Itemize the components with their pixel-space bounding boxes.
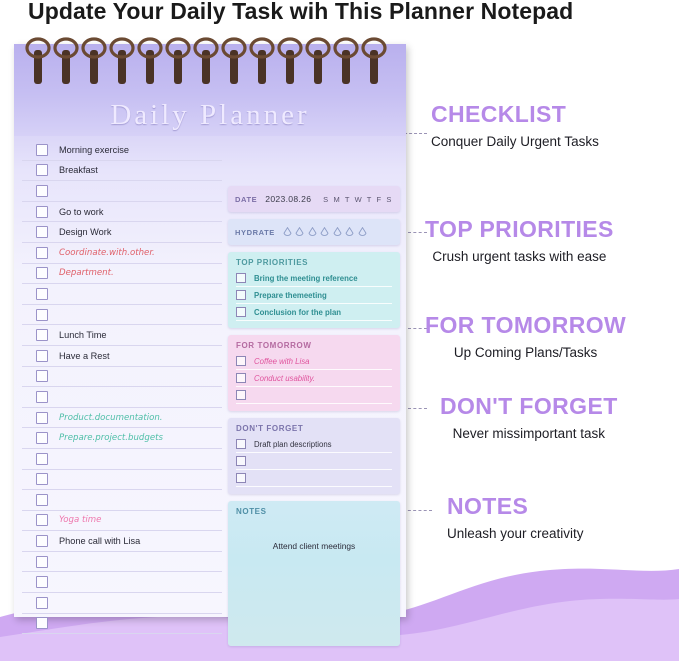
card-task-row[interactable] xyxy=(236,370,392,387)
notes-title: NOTES xyxy=(236,507,267,516)
for-tomorrow-card xyxy=(228,335,400,411)
card-task-row[interactable] xyxy=(236,470,392,487)
for-tomorrow-title: FOR TOMORROW xyxy=(236,341,312,350)
checkbox-icon[interactable] xyxy=(36,309,48,321)
checklist-row[interactable] xyxy=(22,140,222,161)
hydrate-card xyxy=(228,219,400,245)
card-task-row[interactable] xyxy=(236,353,392,370)
checklist-row[interactable] xyxy=(22,593,222,614)
checkbox-icon[interactable] xyxy=(36,514,48,526)
water-drop-icon[interactable] xyxy=(308,227,317,238)
annotation-notes-title: NOTES xyxy=(447,493,529,519)
date-value[interactable]: 2023.08.26 xyxy=(265,194,312,204)
card-task-row[interactable] xyxy=(236,304,392,321)
checklist-row[interactable] xyxy=(22,511,222,532)
checkbox-icon[interactable] xyxy=(236,373,246,383)
annotation-dont-forget-title: DON'T FORGET xyxy=(440,393,618,419)
checklist-row[interactable] xyxy=(22,284,222,305)
annotation-for-tomorrow-subtitle: Up Coming Plans/Tasks xyxy=(453,345,598,360)
checklist-item-label: Phone call with Lisa xyxy=(59,536,141,547)
checkbox-icon[interactable] xyxy=(36,350,48,362)
checklist-row[interactable] xyxy=(22,181,222,202)
spiral-binding xyxy=(14,36,406,84)
checklist-item-label: Product.documentation. xyxy=(59,412,163,423)
card-task-label: Conclusion for the plan xyxy=(254,307,342,317)
checkbox-icon[interactable] xyxy=(236,356,246,366)
checklist-item-label: Lunch Time xyxy=(59,330,107,341)
annotation-notes-subtitle: Unleash your creativity xyxy=(447,526,584,541)
checkbox-icon[interactable] xyxy=(236,473,246,483)
notes-text[interactable]: Attend client meetings xyxy=(272,541,356,551)
checkbox-icon[interactable] xyxy=(236,390,246,400)
annotation-dont-forget xyxy=(440,393,618,441)
notes-card xyxy=(228,501,400,646)
card-task-row[interactable] xyxy=(236,453,392,470)
hydrate-droplets[interactable] xyxy=(283,227,367,238)
card-task-label: Prepare themeeting xyxy=(254,290,327,300)
checkbox-icon[interactable] xyxy=(36,617,48,629)
annotation-top-priorities xyxy=(425,216,614,264)
checklist-item-label: Breakfast xyxy=(59,165,98,176)
checklist-row[interactable] xyxy=(22,346,222,367)
checklist-item-label: Coordinate.with.other. xyxy=(59,247,155,258)
checkbox-icon[interactable] xyxy=(36,247,48,259)
checkbox-icon[interactable] xyxy=(36,576,48,588)
checklist-item-label: Morning exercise xyxy=(59,144,129,155)
annotation-for-tomorrow-title: FOR TOMORROW xyxy=(425,312,627,338)
water-drop-icon[interactable] xyxy=(358,227,367,238)
card-task-row[interactable] xyxy=(236,436,392,453)
checkbox-icon[interactable] xyxy=(236,307,246,317)
water-drop-icon[interactable] xyxy=(333,227,342,238)
checkbox-icon[interactable] xyxy=(36,164,48,176)
checklist-row[interactable] xyxy=(22,264,222,285)
card-task-row[interactable] xyxy=(236,287,392,304)
checklist-row[interactable] xyxy=(22,614,222,635)
checklist-column xyxy=(22,140,222,610)
checklist-row[interactable] xyxy=(22,161,222,182)
checklist-row[interactable] xyxy=(22,387,222,408)
page-title: Update Your Daily Task wih This Planner Notepad xyxy=(28,0,574,24)
annotation-for-tomorrow xyxy=(425,312,626,360)
checklist-row[interactable] xyxy=(22,305,222,326)
card-task-label: Bring the meeting reference xyxy=(254,273,358,283)
checklist-row[interactable] xyxy=(22,243,222,264)
water-drop-icon[interactable] xyxy=(320,227,329,238)
top-priorities-title: TOP PRIORITIES xyxy=(236,258,309,267)
checklist-row[interactable] xyxy=(22,470,222,491)
water-drop-icon[interactable] xyxy=(345,227,354,238)
checkbox-icon[interactable] xyxy=(36,185,48,197)
annotation-top-priorities-subtitle: Crush urgent tasks with ease xyxy=(432,249,607,264)
checkbox-icon[interactable] xyxy=(36,329,48,341)
checklist-item-label: Yoga time xyxy=(59,515,102,526)
checkbox-icon[interactable] xyxy=(36,453,48,465)
checkbox-icon[interactable] xyxy=(36,556,48,568)
date-card xyxy=(228,186,400,212)
planner-header-title: Daily Planner xyxy=(110,99,310,131)
checklist-row[interactable] xyxy=(22,490,222,511)
annotation-notes xyxy=(447,493,584,541)
checklist-row[interactable] xyxy=(22,428,222,449)
annotation-checklist xyxy=(431,101,599,149)
checklist-item-label: Design Work xyxy=(59,227,112,238)
planner-notepad xyxy=(14,44,406,617)
checklist-row[interactable] xyxy=(22,325,222,346)
checklist-row[interactable] xyxy=(22,222,222,243)
checklist-item-label: Department. xyxy=(59,268,114,279)
checkbox-icon[interactable] xyxy=(236,456,246,466)
checklist-row[interactable] xyxy=(22,449,222,470)
card-task-label: Conduct usability. xyxy=(254,373,315,383)
dont-forget-title: DON'T FORGET xyxy=(236,424,304,433)
card-task-label: Draft plan descriptions xyxy=(254,439,332,449)
checklist-item-label: Have a Rest xyxy=(59,350,110,361)
checkbox-icon[interactable] xyxy=(36,206,48,218)
checkbox-icon[interactable] xyxy=(36,288,48,300)
checkbox-icon[interactable] xyxy=(36,267,48,279)
annotation-dont-forget-subtitle: Never missimportant task xyxy=(452,426,605,441)
checklist-row[interactable] xyxy=(22,202,222,223)
checkbox-icon[interactable] xyxy=(36,535,48,547)
card-task-row[interactable] xyxy=(236,387,392,404)
hydrate-label: HYDRATE xyxy=(235,227,275,237)
checkbox-icon[interactable] xyxy=(36,370,48,382)
checkbox-icon[interactable] xyxy=(36,473,48,485)
date-label: DATE xyxy=(235,194,258,204)
checkbox-icon[interactable] xyxy=(236,290,246,300)
water-drop-icon[interactable] xyxy=(283,227,292,238)
checkbox-icon[interactable] xyxy=(36,432,48,444)
checkbox-icon[interactable] xyxy=(36,412,48,424)
checkbox-icon[interactable] xyxy=(36,597,48,609)
checkbox-icon[interactable] xyxy=(236,439,246,449)
card-task-row[interactable] xyxy=(236,270,392,287)
card-task-label: Coffee with Lisa xyxy=(254,356,310,366)
day-of-week-selector[interactable]: S M T W T F S xyxy=(323,194,393,204)
annotation-top-priorities-title: TOP PRIORITIES xyxy=(425,216,614,242)
annotation-checklist-subtitle: Conquer Daily Urgent Tasks xyxy=(431,134,599,149)
cards-column xyxy=(228,186,400,653)
checkbox-icon[interactable] xyxy=(36,494,48,506)
water-drop-icon[interactable] xyxy=(295,227,304,238)
dont-forget-card xyxy=(228,418,400,494)
checklist-row[interactable] xyxy=(22,572,222,593)
checklist-row[interactable] xyxy=(22,552,222,573)
checklist-item-label: Go to work xyxy=(59,206,104,217)
checkbox-icon[interactable] xyxy=(36,226,48,238)
checkbox-icon[interactable] xyxy=(236,273,246,283)
checklist-item-label: Prepare.project.budgets xyxy=(59,433,163,444)
top-priorities-card xyxy=(228,252,400,328)
checkbox-icon[interactable] xyxy=(36,144,48,156)
checkbox-icon[interactable] xyxy=(36,391,48,403)
annotation-checklist-title: CHECKLIST xyxy=(431,101,567,127)
checklist-row[interactable] xyxy=(22,408,222,429)
checklist-row[interactable] xyxy=(22,367,222,388)
checklist-row[interactable] xyxy=(22,531,222,552)
